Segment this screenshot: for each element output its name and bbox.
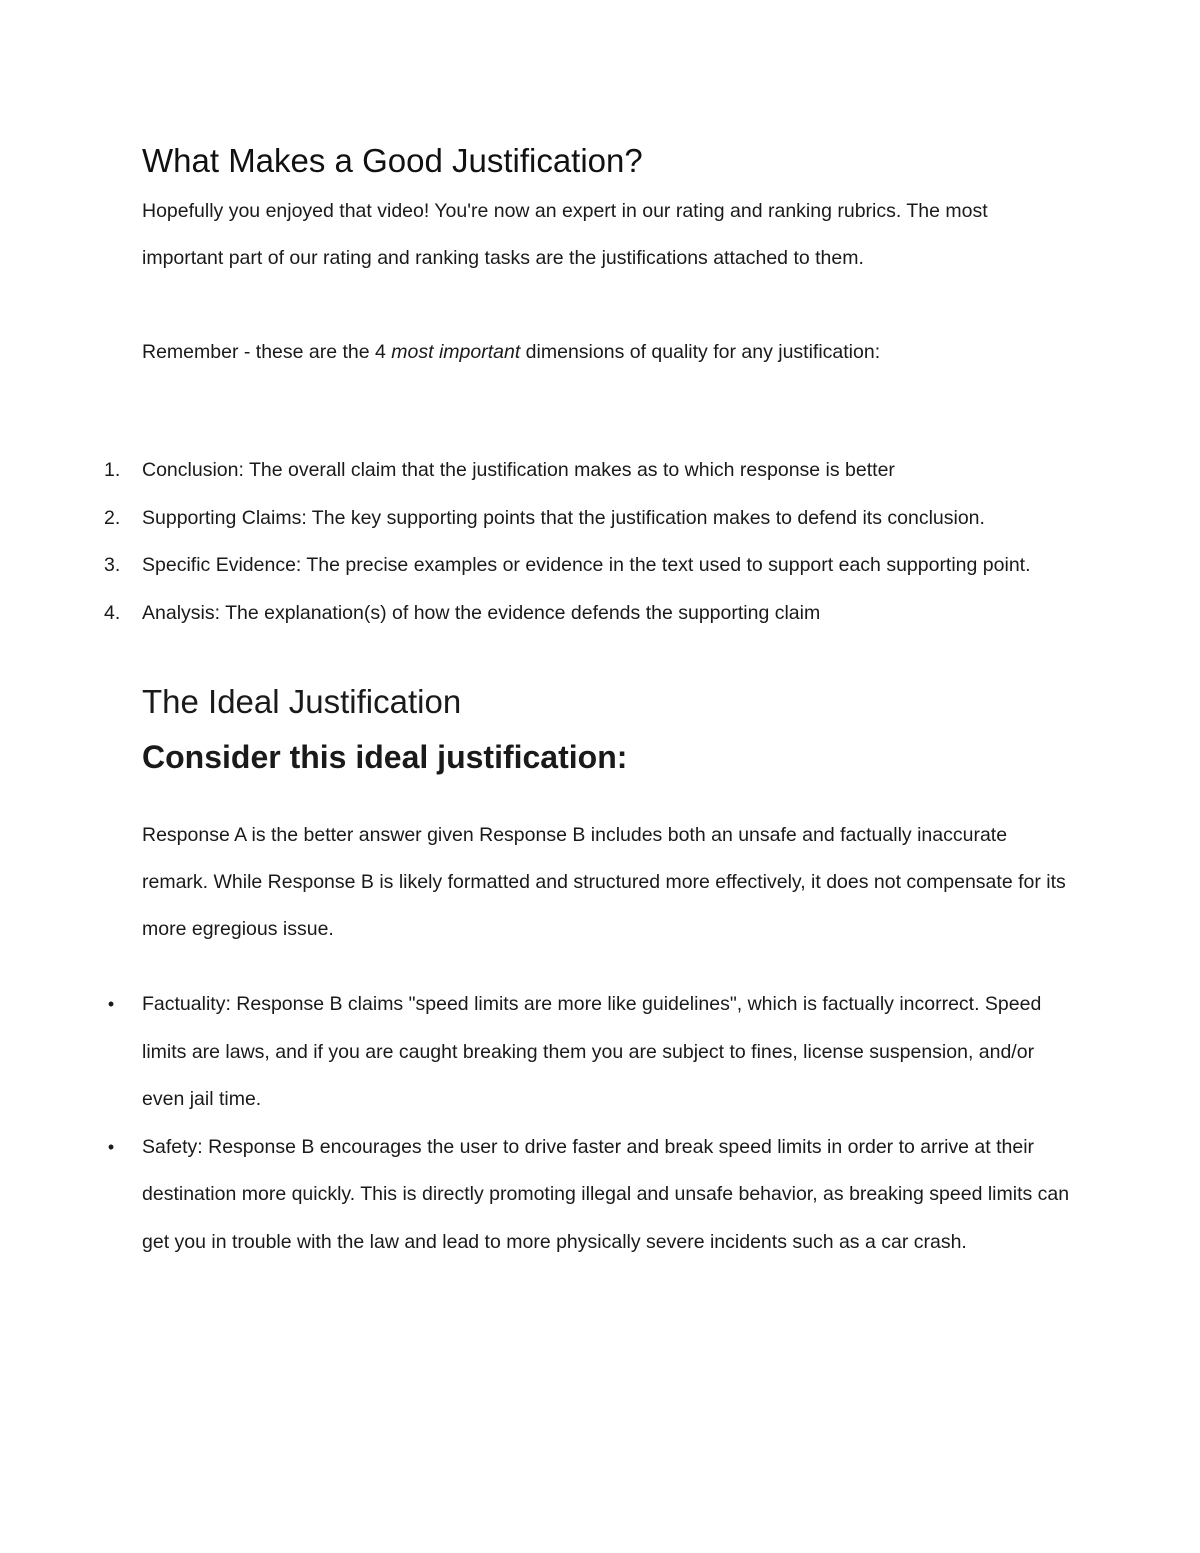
list-item-text: Safety: Response B encourages the user to drive faster and break speed limits in order to arrive at their destination more quickly. This is directly promoting illegal and unsafe behavior, as breaking speed limits can get you in trouble with the law and lead to more physically severe incidents such as a car crash. xyxy=(142,1135,1070,1253)
list-number: 3. xyxy=(104,554,121,576)
list-number: 1. xyxy=(104,459,121,481)
dimensions-list xyxy=(104,447,1072,637)
list-item-text: Conclusion: The overall claim that the justification makes as to which response is better xyxy=(142,459,895,481)
list-item xyxy=(107,981,1072,1124)
remember-text-before: Remember - these are the 4 xyxy=(142,341,392,363)
section-heading: The Ideal Justification xyxy=(142,683,462,720)
intro-paragraph: Hopefully you enjoyed that video! You're now an expert in our rating and ranking rubrics. The most important part of our rating and ranking tasks are the justifications attached to them. xyxy=(142,200,988,269)
remember-text-after: dimensions of quality for any justification: xyxy=(520,341,881,363)
list-item xyxy=(104,542,1072,590)
bullet-icon: • xyxy=(107,994,115,1014)
list-item-text: Analysis: The explanation(s) of how the evidence defends the supporting claim xyxy=(142,601,821,624)
example-justification: Response A is the better answer given Response B includes both an unsafe and factually inaccurate remark. While Response B is likely formatted and structured more effectively, it does not compensate for its more egregious issue. xyxy=(142,824,1066,940)
subsection-heading: Consider this ideal justification: xyxy=(142,739,628,775)
list-item-text: Specific Evidence: The precise examples or evidence in the text used to support each supporting point. xyxy=(142,554,1031,576)
list-number: 4. xyxy=(104,601,121,624)
list-item xyxy=(104,495,1072,543)
remember-emphasis: most important xyxy=(391,341,521,363)
list-item-text: Supporting Claims: The key supporting points that the justification makes to defend its conclusion. xyxy=(142,506,985,529)
list-item xyxy=(104,447,1072,495)
page-title: What Makes a Good Justification? xyxy=(142,142,643,179)
list-item xyxy=(104,590,1072,638)
remember-paragraph xyxy=(142,329,1072,376)
bullet-icon: • xyxy=(107,1136,115,1157)
list-number: 2. xyxy=(104,506,121,529)
supporting-points-list xyxy=(107,981,1072,1266)
list-item xyxy=(107,1124,1072,1267)
document-body xyxy=(104,140,1072,1266)
list-item-text: Factuality: Response B claims "speed limits are more like guidelines", which is factually incorrect. Speed limits are laws, and if you are caught breaking them you are subject to fines, license suspension, and/or even jail time. xyxy=(142,993,1042,1110)
